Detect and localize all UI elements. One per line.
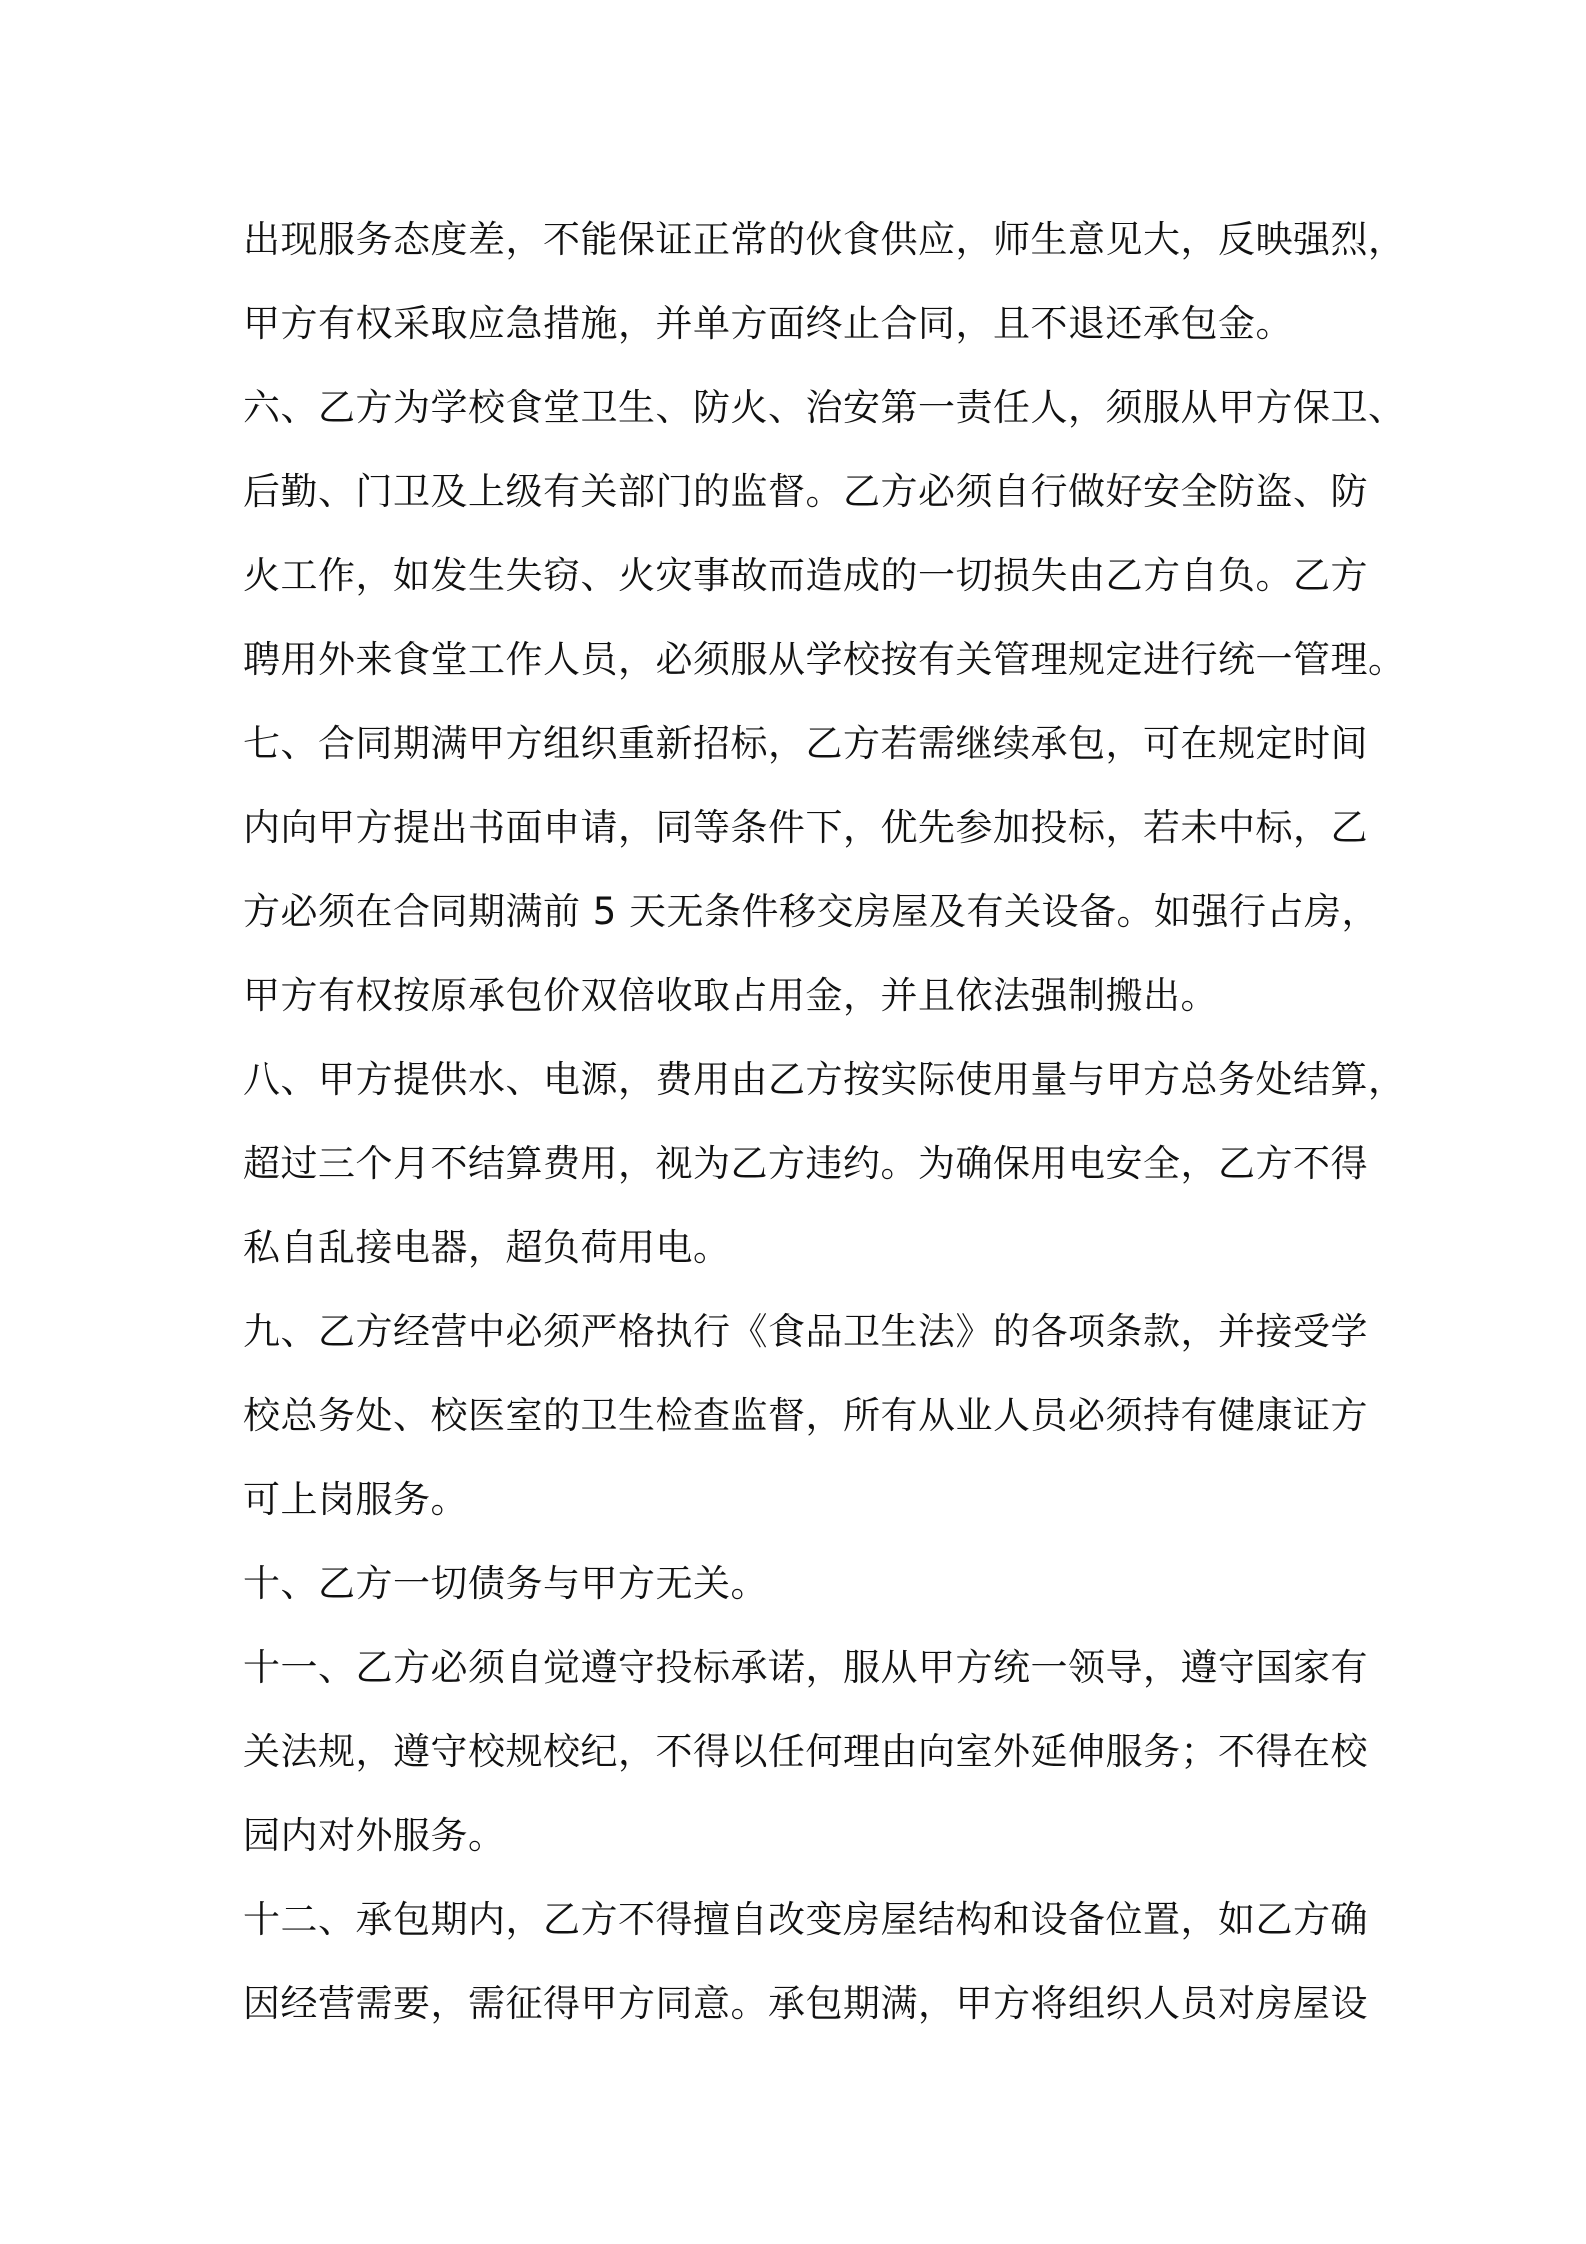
text-line: 超过三个月不结算费用，视为乙方违约。为确保用电安全，乙方不得 <box>243 1142 1368 1185</box>
text-line: 校总务处、校医室的卫生检查监督，所有从业人员必须持有健康证方 <box>243 1394 1368 1437</box>
text-line: 七、合同期满甲方组织重新招标，乙方若需继续承包，可在规定时间 <box>243 722 1368 765</box>
text-line: 九、乙方经营中必须严格执行《食品卫生法》的各项条款，并接受学 <box>243 1310 1368 1353</box>
text-line: 六、乙方为学校食堂卫生、防火、治安第一责任人，须服从甲方保卫、 <box>243 386 1406 429</box>
text-line: 火工作，如发生失窃、火灾事故而造成的一切损失由乙方自负。乙方 <box>243 554 1368 597</box>
text-line: 内向甲方提出书面申请，同等条件下，优先参加投标，若未中标，乙 <box>243 806 1368 849</box>
text-line: 甲方有权按原承包价双倍收取占用金，并且依法强制搬出。 <box>243 974 1218 1017</box>
text-line: 因经营需要，需征得甲方同意。承包期满，甲方将组织人员对房屋设 <box>243 1982 1368 2025</box>
text-line: 八、甲方提供水、电源，费用由乙方按实际使用量与甲方总务处结算， <box>243 1058 1406 1101</box>
text-line: 出现服务态度差，不能保证正常的伙食供应，师生意见大，反映强烈， <box>243 218 1406 261</box>
contract-text <box>243 198 1406 2046</box>
text-line: 方必须在合同期满前 5 天无条件移交房屋及有关设备。如强行占房， <box>243 890 1380 933</box>
text-line: 私自乱接电器，超负荷用电。 <box>243 1226 731 1269</box>
text-line: 聘用外来食堂工作人员，必须服从学校按有关管理规定进行统一管理。 <box>243 638 1406 681</box>
text-line: 十一、乙方必须自觉遵守投标承诺，服从甲方统一领导，遵守国家有 <box>243 1646 1368 1689</box>
text-line: 十二、承包期内，乙方不得擅自改变房屋结构和设备位置，如乙方确 <box>243 1898 1368 1941</box>
text-line: 园内对外服务。 <box>243 1814 506 1857</box>
text-line: 关法规，遵守校规校纪，不得以任何理由向室外延伸服务；不得在校 <box>243 1730 1368 1773</box>
text-line: 可上岗服务。 <box>243 1478 468 1521</box>
text-line: 甲方有权采取应急措施，并单方面终止合同，且不退还承包金。 <box>243 302 1293 345</box>
text-line: 十、乙方一切债务与甲方无关。 <box>243 1562 768 1605</box>
text-line: 后勤、门卫及上级有关部门的监督。乙方必须自行做好安全防盗、防 <box>243 470 1368 513</box>
